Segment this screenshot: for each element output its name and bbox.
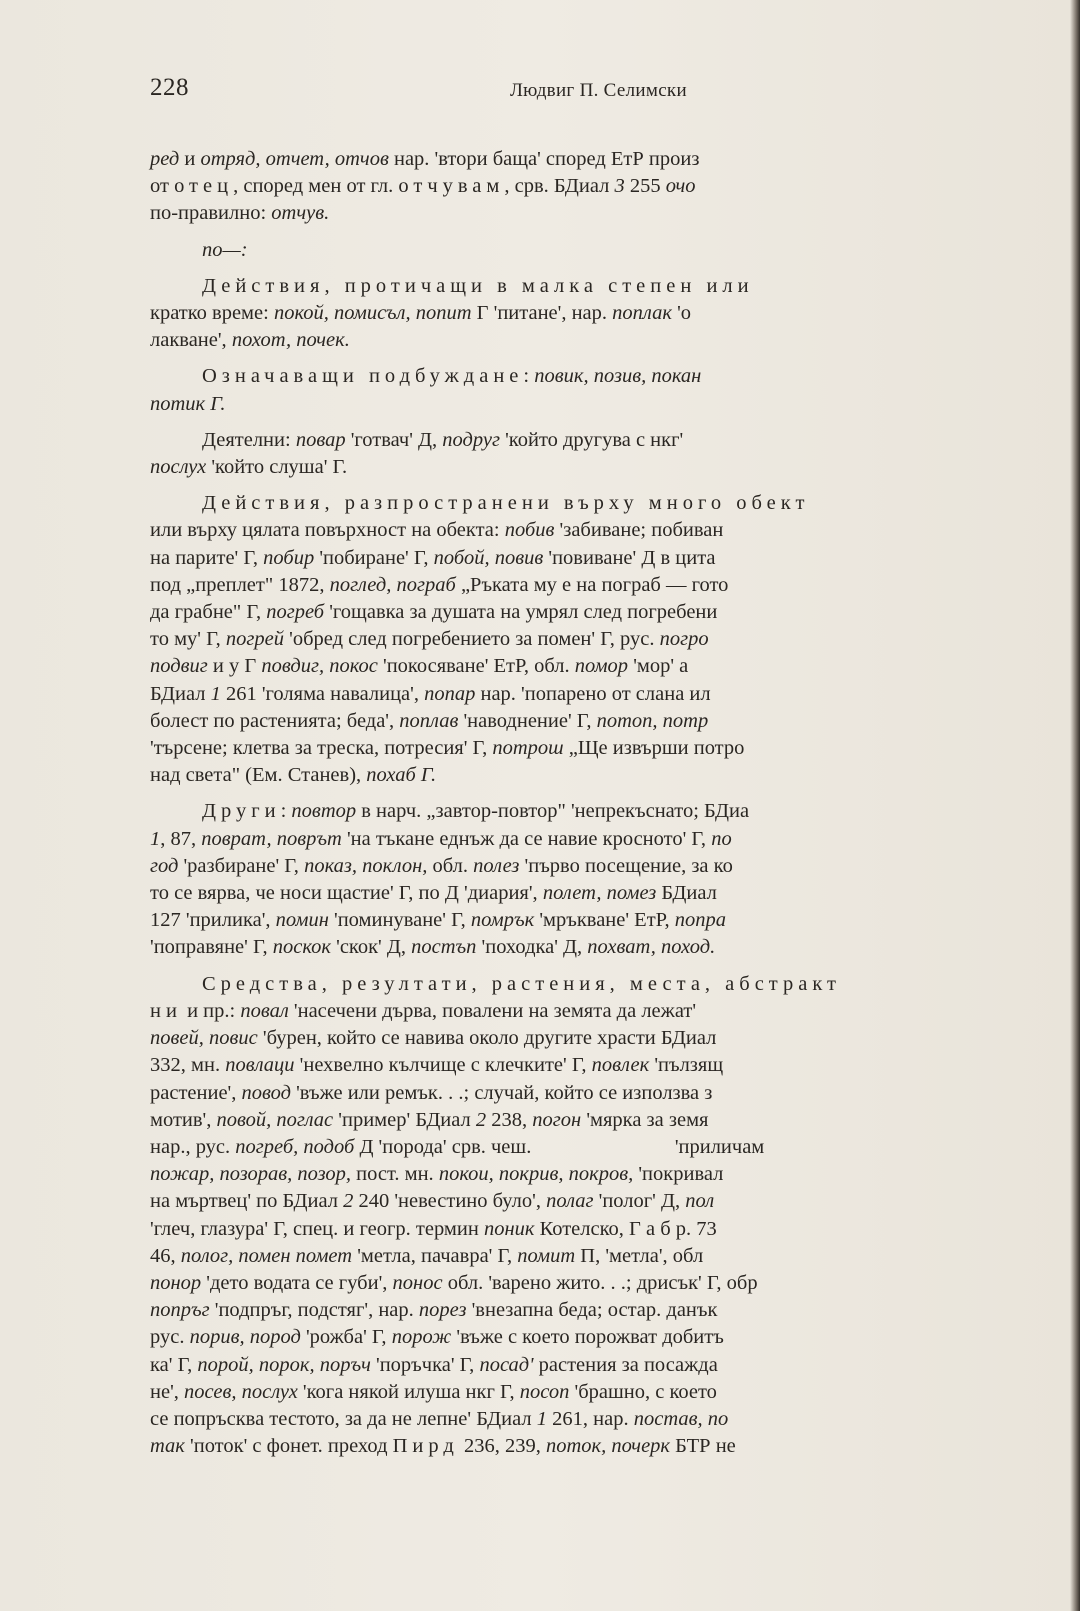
text-line: на мъртвец' по БДиал 2 240 'невестино було', полаг 'полог' Д, пол (150, 1190, 715, 1213)
page-header (150, 74, 1050, 110)
text-line: мотив', повой, поглас 'пример' БДиал 2 238, погон 'мярка за земя (150, 1108, 709, 1131)
text-line: повей, повис 'бурен, който се навива около другите храсти БДиал (150, 1027, 717, 1050)
text-line: болест по растенията; беда', поплав 'наводнение' Г, потоп, потр (150, 709, 709, 732)
paragraph-gap (150, 962, 1080, 971)
text-line: 332, мн. повлаци 'нехвелно кълчище с клечките' Г, повлек 'пълзящ (150, 1054, 724, 1077)
text-line: лакване', похот, почек. (150, 329, 350, 352)
text-line: потик Г. (150, 392, 226, 415)
text-line: по—: (202, 238, 248, 261)
text-line: да грабне" Г, погреб 'гощавка за душата на умрял след погребени (150, 601, 718, 624)
text-line: БДиал 1 261 'голяма навалица', попар нар. 'попарено от слана ил (150, 682, 711, 705)
paragraph-gap (150, 354, 1080, 363)
paragraph-gap (150, 264, 1080, 273)
text-line: ни и пр.: повал 'насечени дърва, повалени на земята да лежат' (150, 999, 697, 1022)
text-line: над света" (Ем. Станев), похаб Г. (150, 764, 437, 787)
page-edge-shadow (1070, 0, 1080, 1611)
text-line: пожар, позорав, позор, пост. мн. покои, покрив, покров, 'покривал (150, 1163, 724, 1186)
paragraph-gap (150, 481, 1080, 490)
text-line: Действия, разпространени върху много обект (202, 492, 810, 515)
page-number: 228 (150, 74, 189, 101)
text-line: то му' Г, погрей 'обред след погребението за помен' Г, рус. погро (150, 628, 709, 651)
text-line: от отец, според мен от гл. отчувам, срв. БДиал 3 255 очо (150, 175, 696, 198)
paragraph-gap (150, 789, 1080, 798)
text-line: Други: повтор в нарч. „завтор-повтор" 'непрекъснато; БДиа (202, 800, 750, 823)
text-line: 'глеч, глазура' Г, спец. и геогр. термин поник Котелско, Г а б р. 73 (150, 1217, 717, 1240)
text-line: Действия, протичащи в малка степен или (202, 274, 754, 297)
text-line: попръг 'подпръг, подстяг', нар. порез 'внезапна беда; остар. данък (150, 1299, 718, 1322)
text-line: 1, 87, поврат, поврът 'на тъкане еднъж да се навие кросното' Г, по (150, 827, 732, 850)
text-line: послух 'който слуша' Г. (150, 456, 348, 479)
text-line: растение', повод 'въже или ремък. . .; случай, който се използва з (150, 1081, 713, 1104)
text-line: по-правилно: отчув. (150, 202, 330, 225)
text-line: под „преплет" 1872, поглед, пограб „Ръката му е на пограб — гото (150, 573, 729, 596)
text-line: или върху цялата повърхност на обекта: побив 'забиване; побиван (150, 519, 724, 542)
running-head: Людвиг П. Селимски (510, 80, 687, 101)
text-line: понор 'дето водата се губи', понос обл. 'варено жито. . .; дрисък' Г, обр (150, 1271, 758, 1294)
text-line: нар., рус. погреб, подоб Д 'порода' срв. чеш. 'приличам (150, 1135, 765, 1158)
body-text (150, 146, 1080, 1460)
text-line: подвиг и у Г повдиг, покос 'покосяване' ЕтР, обл. помор 'мор' а (150, 655, 689, 678)
text-line: се попръсква тестото, за да не лепне' БДиал 1 261, нар. постав, по (150, 1407, 729, 1430)
text-line: ка' Г, порой, порок, поръч 'поръчка' Г, посад' растения за посажда (150, 1353, 718, 1376)
text-line: 'търсене; клетва за треска, потресия' Г, потрош „Ще извърши потро (150, 737, 745, 760)
text-line: рус. порив, пород 'рожба' Г, порож 'въже с което порожват добитъ (150, 1326, 724, 1349)
text-line: 127 'прилика', помин 'поминуване' Г, помрък 'мръкване' ЕтР, попра (150, 909, 727, 932)
text-line: так 'поток' с фонет. преход Пирд 236, 239, поток, почерк БТР не (150, 1435, 736, 1458)
paragraph-gap (150, 228, 1080, 237)
text-line: на парите' Г, побир 'побиране' Г, побой, повив 'повиване' Д в цита (150, 546, 716, 569)
text-line: Означаващи подбуждане: повик, позив, покан (202, 365, 702, 388)
paragraph-gap (150, 418, 1080, 427)
text-line: кратко време: покой, помисъл, попит Г 'питане', нар. поплак 'о (150, 302, 692, 325)
text-line: 46, полог, помен помет 'метла, пачавра' Г, помит П, 'метла', обл (150, 1244, 704, 1267)
text-line: не', посев, послух 'кога някой илуша нкг Г, посоп 'брашно, с което (150, 1380, 717, 1403)
text-line: Средства, резултати, растения, места, абстракт (202, 972, 841, 995)
text-line: ред и отряд, отчет, отчов нар. 'втори баща' според ЕтР произ (150, 148, 700, 170)
text-line: то се вярва, че носи щастие' Г, по Д 'диария', полет, помез БДиал (150, 882, 717, 905)
text-line: год 'разбиране' Г, показ, поклон, обл. полез 'първо посещение, за ко (150, 854, 733, 877)
text-line: Деятелни: повар 'готвач' Д, подруг 'който другува с нкг' (202, 428, 684, 451)
text-line: 'поправяне' Г, поскок 'скок' Д, постъп 'походка' Д, похват, поход. (150, 936, 716, 959)
